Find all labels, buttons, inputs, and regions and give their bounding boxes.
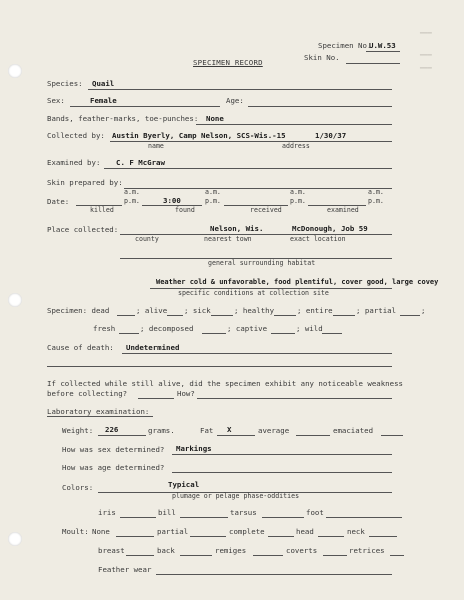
- moult-head-line: [318, 536, 344, 537]
- killed-am-label: a.m.: [124, 188, 140, 196]
- sick-line: [211, 315, 233, 316]
- age-determined-line: [172, 472, 392, 473]
- sex-determined-value: Markings: [176, 444, 212, 453]
- moult-partial-label: partial: [157, 527, 189, 536]
- weakness-how-line: [197, 398, 392, 399]
- partial-end-semicolon: ;: [421, 306, 426, 315]
- fat-line: [217, 435, 255, 436]
- feather-wear-label: Feather wear: [98, 565, 152, 574]
- moult-complete-label: complete: [229, 527, 265, 536]
- place-location-value: McDonough, Job 59: [292, 224, 368, 233]
- found-caption: found: [175, 206, 195, 214]
- alive-line: [167, 315, 183, 316]
- collected-by-value: Austin Byerly, Camp Nelson, SCS-Wis.-15: [112, 131, 286, 140]
- nearest-town-caption: nearest town: [204, 235, 252, 243]
- moult-back-label: back: [157, 546, 175, 555]
- age-line: [248, 106, 392, 107]
- weakness-question-line2: before collecting?: [47, 389, 128, 398]
- moult-none-label: None: [92, 527, 110, 536]
- punch-hole-top: [8, 64, 22, 78]
- weight-line: [98, 435, 146, 436]
- fat-label: Fat: [200, 426, 214, 435]
- skin-no-label: Skin No.: [304, 53, 340, 62]
- found-time-value: 3:00: [163, 196, 181, 205]
- weakness-how-label: How?: [177, 389, 195, 398]
- specimen-no-line: [366, 51, 400, 52]
- county-caption: county: [135, 235, 159, 243]
- moult-breast-label: breast: [98, 546, 125, 555]
- bands-line: [196, 124, 392, 125]
- lab-exam-label: Laboratory examination:: [47, 407, 150, 416]
- tarsus-line: [262, 517, 304, 518]
- collected-date-value: 1/30/37: [315, 131, 347, 140]
- lab-exam-underline: [47, 416, 153, 417]
- collected-address-caption: address: [282, 142, 310, 150]
- alive-label: ; alive: [136, 306, 168, 315]
- bleed-through-mark: ━━━: [420, 51, 432, 59]
- foot-label: foot: [306, 508, 324, 517]
- moult-neck-line: [369, 536, 397, 537]
- cause-of-death-value: Undetermined: [126, 343, 180, 352]
- sick-label: ; sick: [184, 306, 211, 315]
- bill-label: bill: [158, 508, 176, 517]
- entire-label: ; entire: [297, 306, 333, 315]
- sex-label: Sex:: [47, 96, 65, 105]
- examined-pm-label: p.m.: [368, 197, 384, 205]
- examined-by-label: Examined by:: [47, 158, 101, 167]
- moult-complete-line: [268, 536, 294, 537]
- killed-caption: killed: [90, 206, 114, 214]
- age-label: Age:: [226, 96, 244, 105]
- received-pm-label: p.m.: [290, 197, 306, 205]
- sex-determined-line: [172, 454, 392, 455]
- average-line: [296, 435, 330, 436]
- examined-by-value: C. F McGraw: [116, 158, 165, 167]
- colors-label: Colors:: [62, 483, 94, 492]
- habitat-caption: general surrounding habitat: [208, 259, 316, 267]
- date-label: Date:: [47, 197, 70, 206]
- emaciated-label: emaciated: [333, 426, 374, 435]
- age-determined-label: How was age determined?: [62, 463, 165, 472]
- tarsus-label: tarsus: [230, 508, 257, 517]
- moult-coverts-label: coverts: [286, 546, 318, 555]
- moult-retrices-line: [390, 555, 404, 556]
- weakness-answer-line: [138, 398, 174, 399]
- sex-line: [70, 106, 220, 107]
- moult-neck-label: neck: [347, 527, 365, 536]
- exact-location-caption: exact location: [290, 235, 346, 243]
- sex-determined-label: How was sex determined?: [62, 445, 165, 454]
- moult-remiges-line: [253, 555, 283, 556]
- captive-line: [271, 333, 295, 334]
- species-label: Species:: [47, 79, 83, 88]
- colors-caption: plumage or pelage phase-oddities: [172, 492, 300, 500]
- conditions-value: Weather cold & unfavorable, food plentiful, cover good, large covey: [156, 278, 439, 286]
- weight-label: Weight:: [62, 426, 94, 435]
- moult-partial-line: [190, 536, 226, 537]
- specimen-no-value: U.W.53: [369, 41, 396, 50]
- iris-line: [120, 517, 156, 518]
- page-title: SPECIMEN RECORD: [193, 58, 263, 67]
- average-label: average: [258, 426, 290, 435]
- bleed-through-mark: ━━━: [420, 29, 432, 37]
- cause-of-death-label: Cause of death:: [47, 343, 114, 352]
- bleed-through-mark: ━━━: [420, 64, 432, 72]
- killed-pm-label: p.m.: [124, 197, 140, 205]
- skin-prepared-line: [124, 188, 392, 189]
- healthy-label: ; healthy: [234, 306, 275, 315]
- species-value: Quail: [92, 79, 115, 88]
- place-collected-line: [120, 234, 392, 235]
- species-line: [88, 89, 392, 90]
- weight-value: 226: [105, 425, 119, 434]
- place-collected-label: Place collected:: [47, 225, 119, 234]
- found-am-label: a.m.: [205, 188, 221, 196]
- fresh-label: fresh: [93, 324, 116, 333]
- partial-label: ; partial: [356, 306, 397, 315]
- bill-line: [180, 517, 228, 518]
- found-pm-label: p.m.: [205, 197, 221, 205]
- moult-coverts-line: [323, 555, 347, 556]
- punch-hole-middle: [8, 293, 22, 307]
- moult-label: Moult:: [62, 527, 89, 536]
- iris-label: iris: [98, 508, 116, 517]
- bands-label: Bands, feather-marks, toe-punches:: [47, 114, 199, 123]
- moult-none-line: [116, 536, 154, 537]
- specimen-no-label: Specimen No.: [318, 41, 372, 50]
- cause-extra-line: [47, 366, 392, 367]
- moult-remiges-label: remiges: [215, 546, 247, 555]
- punch-hole-bottom: [8, 532, 22, 546]
- collected-name-caption: name: [148, 142, 164, 150]
- moult-back-line: [180, 555, 212, 556]
- wild-line: [322, 333, 342, 334]
- examined-caption: examined: [327, 206, 359, 214]
- examined-am-label: a.m.: [368, 188, 384, 196]
- place-town-value: Nelson, Wis.: [210, 224, 264, 233]
- weakness-question-line1: If collected while still alive, did the specimen exhibit any noticeable weakness: [47, 379, 403, 388]
- fat-value: X: [227, 425, 232, 434]
- skin-prepared-label: Skin prepared by:: [47, 178, 123, 187]
- dead-line: [117, 315, 135, 316]
- moult-head-label: head: [296, 527, 314, 536]
- cause-of-death-line: [122, 353, 392, 354]
- specimen-dead-label: Specimen: dead: [47, 306, 110, 315]
- healthy-line: [274, 315, 296, 316]
- entire-line: [333, 315, 355, 316]
- examined-by-line: [104, 168, 392, 169]
- skin-no-line: [346, 63, 400, 64]
- captive-label: ; captive: [227, 324, 268, 333]
- colors-value: Typical: [168, 480, 200, 489]
- moult-breast-line: [126, 555, 154, 556]
- conditions-caption: specific conditions at collection site: [178, 289, 329, 297]
- decomposed-label: ; decomposed: [140, 324, 194, 333]
- sex-value: Female: [90, 96, 117, 105]
- decomposed-line: [202, 333, 226, 334]
- bands-value: None: [206, 114, 224, 123]
- wild-label: ; wild: [296, 324, 323, 333]
- partial-line: [400, 315, 420, 316]
- received-am-label: a.m.: [290, 188, 306, 196]
- foot-line: [326, 517, 402, 518]
- received-caption: received: [250, 206, 282, 214]
- collected-by-label: Collected by:: [47, 131, 105, 140]
- weight-grams-label: grams.: [148, 426, 175, 435]
- emaciated-line: [381, 435, 403, 436]
- feather-wear-line: [156, 574, 392, 575]
- fresh-line: [119, 333, 139, 334]
- moult-retrices-label: retrices: [349, 546, 385, 555]
